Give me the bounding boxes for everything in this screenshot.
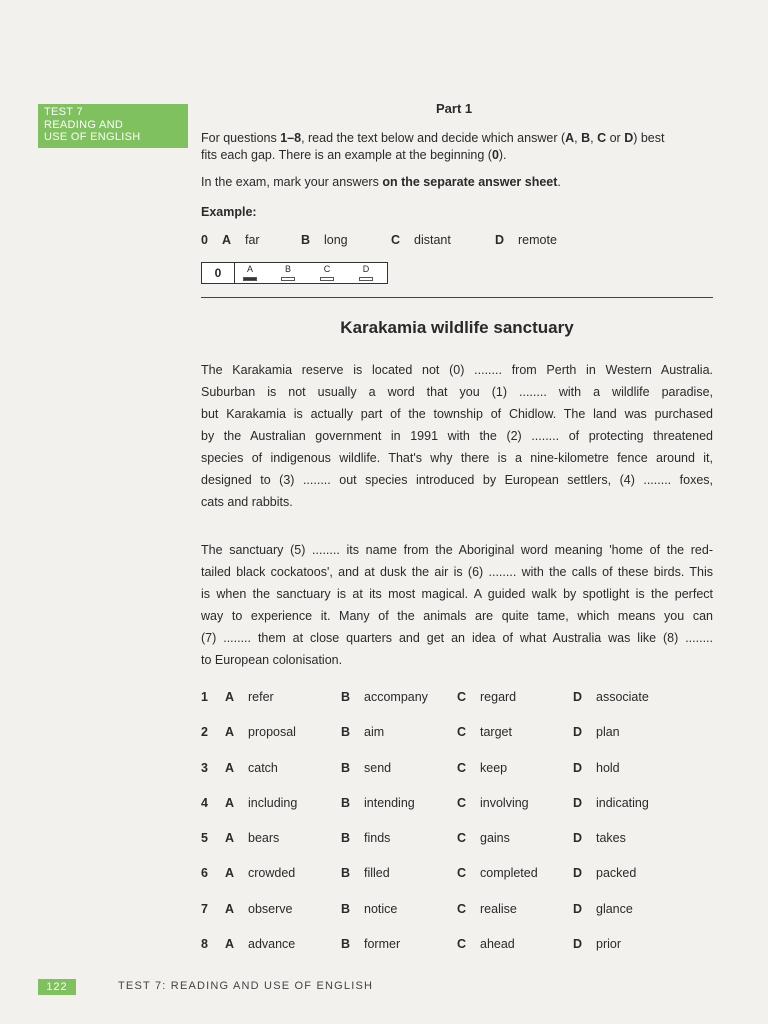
option-d: plan bbox=[596, 725, 620, 740]
passage-paragraph-1 bbox=[201, 359, 713, 513]
option-c: target bbox=[480, 725, 512, 740]
option-d: associate bbox=[596, 690, 649, 704]
passage-line: The sanctuary (5) ........ its name from the Aboriginal word meaning 'home of the red- bbox=[201, 543, 713, 557]
passage-line: cats and rabbits. bbox=[201, 495, 293, 509]
question-number: 6 bbox=[201, 866, 208, 881]
divider bbox=[201, 297, 713, 298]
test-tag-line: TEST 7 bbox=[44, 106, 83, 118]
example-options bbox=[201, 233, 651, 249]
option-c: keep bbox=[480, 760, 508, 775]
passage-line: tailed black cockatoos', and at dusk the air is (6) ........ with the calls of these birds. This bbox=[201, 565, 713, 579]
option-word: long bbox=[324, 233, 348, 247]
passage-line: (7) ........ them at close quarters and get an idea of what Australia was like (8) ........ bbox=[201, 631, 713, 645]
question-number: 1 bbox=[201, 690, 208, 704]
option-d: packed bbox=[596, 866, 637, 881]
option-b: send bbox=[364, 760, 392, 775]
example-number: 0 bbox=[201, 233, 208, 247]
test-section-tag bbox=[38, 104, 188, 148]
option-b: filled bbox=[364, 866, 390, 881]
option-a: refer bbox=[248, 690, 274, 704]
question-row: 7 A observe B notice C realise D glance bbox=[201, 901, 633, 916]
passage-line: designed to (3) ........ out species introduced by European settlers, (4) ........ foxes, bbox=[201, 473, 713, 487]
page-number: 122 bbox=[38, 979, 76, 995]
question-row: 8 A advance B former C ahead D prior bbox=[201, 937, 622, 952]
option-letter: A bbox=[222, 233, 232, 247]
option-b: former bbox=[364, 937, 401, 952]
answer-box-number: 0 bbox=[202, 263, 235, 283]
question-row: 5 A bears B finds C gains D takes bbox=[201, 831, 626, 846]
option-letter: B bbox=[301, 233, 311, 247]
part-title: Part 1 bbox=[436, 101, 473, 116]
questions-table bbox=[201, 690, 713, 972]
question-number: 8 bbox=[201, 937, 208, 952]
passage-line: to European colonisation. bbox=[201, 653, 343, 667]
option-b: accompany bbox=[364, 690, 428, 704]
option-a: advance bbox=[248, 937, 296, 952]
question-number: 7 bbox=[201, 901, 208, 916]
option-d: indicating bbox=[596, 795, 649, 810]
option-a: catch bbox=[248, 760, 278, 775]
question-row: 3 A catch B send C keep D hold bbox=[201, 760, 620, 775]
option-c: involving bbox=[480, 795, 529, 810]
question-row: 4 A including B intending C involving D indicating bbox=[201, 795, 649, 810]
option-letter: C bbox=[391, 233, 401, 247]
option-c: ahead bbox=[480, 937, 515, 952]
test-tag-line: READING AND bbox=[44, 118, 124, 131]
option-word: distant bbox=[414, 233, 451, 247]
answer-mark-filled bbox=[243, 277, 257, 281]
option-a: proposal bbox=[248, 725, 296, 740]
option-b: notice bbox=[364, 901, 398, 916]
question-row: 1 A refer B accompany C regard D associate bbox=[201, 690, 649, 704]
passage-line: Suburban is not usually a word that you (1) ........ with a wildlife paradise, bbox=[201, 385, 713, 399]
answer-option-b: B bbox=[279, 265, 297, 281]
passage-paragraph-2 bbox=[201, 539, 713, 671]
question-number: 4 bbox=[201, 795, 208, 810]
passage-line: The Karakamia reserve is located not (0) ........ from Perth in Western Australia. bbox=[201, 363, 713, 377]
option-d: hold bbox=[596, 760, 620, 775]
passage-line: by the Australian government in 1991 with the (2) ........ of protecting threatened bbox=[201, 429, 713, 443]
exam-instruction: In the exam, mark your answers on the separate answer sheet. bbox=[201, 175, 561, 189]
option-c: gains bbox=[480, 831, 510, 846]
option-a: crowded bbox=[248, 866, 296, 881]
answer-option-d: D bbox=[357, 265, 375, 281]
passage-line: way to experience it. Many of the animals are quite tame, which means you can bbox=[201, 609, 713, 623]
option-c: regard bbox=[480, 690, 517, 704]
answer-mark-empty bbox=[320, 277, 334, 281]
question-number: 2 bbox=[201, 725, 208, 740]
option-letter: D bbox=[495, 233, 505, 247]
passage-line: species of indigenous wildlife. That's why there is a nine-kilometre fence around it, bbox=[201, 451, 713, 465]
option-b: aim bbox=[364, 725, 385, 740]
option-c: realise bbox=[480, 901, 517, 916]
option-b: finds bbox=[364, 831, 391, 846]
option-b: intending bbox=[364, 795, 415, 810]
option-a: including bbox=[248, 795, 298, 810]
option-d: prior bbox=[596, 937, 622, 952]
example-answer-box bbox=[201, 262, 388, 284]
passage-title: Karakamia wildlife sanctuary bbox=[340, 318, 574, 337]
example-label: Example: bbox=[201, 205, 257, 219]
option-word: far bbox=[245, 233, 260, 247]
answer-option-a: A bbox=[241, 265, 259, 281]
question-number: 3 bbox=[201, 760, 208, 775]
option-a: observe bbox=[248, 901, 293, 916]
footer-title: TEST 7: READING AND USE OF ENGLISH bbox=[118, 980, 374, 992]
option-d: glance bbox=[596, 901, 633, 916]
option-c: completed bbox=[480, 866, 538, 881]
answer-option-c: C bbox=[318, 265, 336, 281]
test-tag-line: USE OF ENGLISH bbox=[44, 131, 141, 143]
passage-line: is when the sanctuary is at its most magical. A guided walk by spotlight is the perfect bbox=[201, 587, 713, 601]
passage-line: but Karakamia is actually part of the township of Chidlow. The land was purchased bbox=[201, 407, 713, 421]
answer-mark-empty bbox=[359, 277, 373, 281]
question-row: 6 A crowded B filled C completed D packed bbox=[201, 866, 637, 881]
question-row: 2 A proposal B aim C target D plan bbox=[201, 725, 620, 740]
question-number: 5 bbox=[201, 831, 208, 846]
answer-mark-empty bbox=[281, 277, 295, 281]
option-word: remote bbox=[518, 233, 557, 247]
instructions-text: For questions 1–8, read the text below and decide which answer (A, B, C or D) best fits each gap. There is an example at the beginning (0). bbox=[201, 131, 665, 162]
option-a: bears bbox=[248, 831, 280, 846]
option-d: takes bbox=[596, 831, 626, 846]
